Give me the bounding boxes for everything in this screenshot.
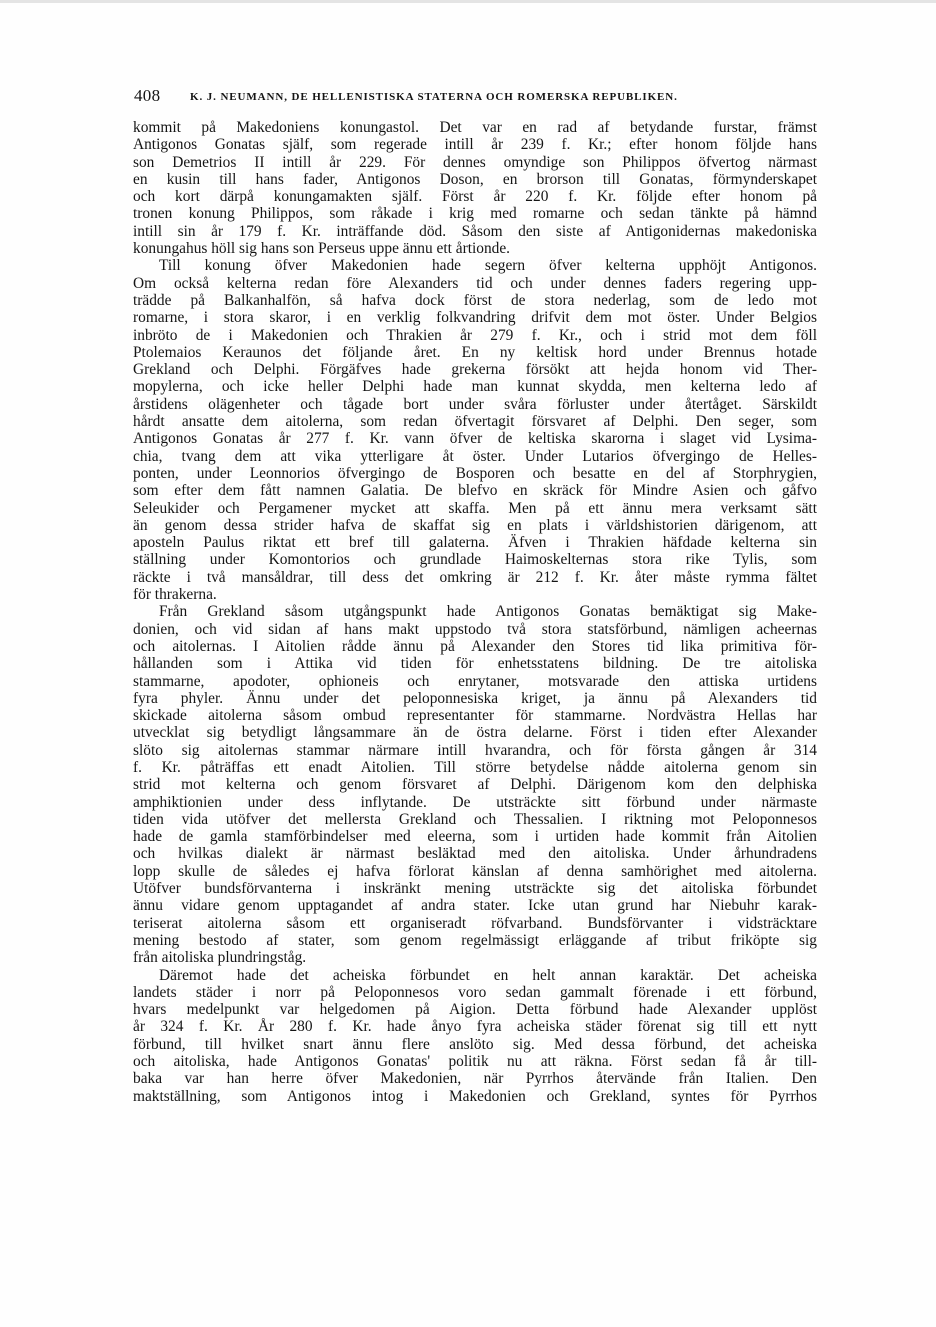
text-line: år 324 f. Kr. År 280 f. Kr. hade ånyo fyra acheiska städer förenat sig till ett nytt: [133, 1018, 817, 1036]
text-line: Till konung öfver Makedonien hade segern öfver kelterna upphöjt Antigonos.: [159, 257, 817, 275]
text-line: hållanden som i Attika vid tiden för enhetsstatens bildning. De tre aitoliska: [133, 655, 817, 673]
text-line: och hvilkas dialekt är närmast besläktad med den aitoliska. Under århundradens: [133, 845, 817, 863]
text-line: romarne, i stora skaror, i en verklig folkvandring drifvit dem mot öster. Under Belgios: [133, 309, 817, 327]
text-line: stammarne, apodoter, ophioneis och enrytaner, motsvarade den attiska urtidens: [133, 672, 817, 690]
text-line: son Demetrios II intill år 229. För dennes omyndige son Philippos öfvertog närmast: [133, 153, 817, 171]
text-line: maktställning, som Antigonos intog i Makedonien och Grekland, syntes för Pyrrhos: [133, 1087, 817, 1105]
text-line: Om också kelterna redan före Alexanders tid och under dennes faders regering upp-: [133, 274, 817, 292]
text-line: än genom dessa strider hafva de skaffat sig en plats i världshistorien därigenom, att: [133, 516, 817, 534]
text-line: landets städer i norr på Peloponnesos voro sedan gammalt förenade i ett förbund,: [133, 983, 817, 1001]
text-line: hade de gamla stamförbindelser med eleerna, som i urtiden hade kommit från Aitolien: [133, 828, 817, 846]
text-line: f. Kr. påträffas ett enadt Aitolien. Till större betydelse nådde aitolerna genom sin: [133, 758, 817, 776]
text-line: slöto sig aitolernas stammar närmare intill hvarandra, och för första gången år 314: [133, 741, 817, 759]
text-line: och kort därpå konungamakten själf. Först år 220 f. Kr. följde efter honom på: [133, 188, 817, 206]
text-line: för thrakerna.: [133, 586, 217, 604]
body-text: [133, 119, 817, 1105]
text-line: utvecklat sig betydligt långsammare än de östra delarne. Först i tiden efter Alexander: [133, 724, 817, 742]
text-line: Däremot hade det acheiska förbundet en helt annan karaktär. Det acheiska: [159, 966, 817, 984]
text-line: Grekland och Delphi. Förgäfves hade grekerna försökt att hejda honom vid Ther-: [133, 361, 817, 379]
running-title: K. J. NEUMANN, DE HELLENISTISKA STATERNA OCH ROMERSKA REPUBLIKEN.: [190, 91, 678, 103]
scan-top-edge: [0, 0, 936, 3]
text-line: Från Grekland såsom utgångspunkt hade Antigonos Gonatas bemäktigat sig Make-: [159, 603, 817, 621]
text-line: aposteln Paulus riktat ett bref till galaterna. Äfven i Thrakien häfdade kelterna sin: [133, 534, 817, 552]
text-line: från aitoliska plundringståg.: [133, 949, 307, 967]
text-line: räckte i två mansåldrar, till dess det omkring är 212 f. Kr. åter måste rymma fältet: [133, 568, 817, 586]
text-line: ponten, under Leonnorios öfvergingo de Bosporen och besatte en del af Storphrygien,: [133, 464, 817, 482]
text-line: ännu vidare genom upptagandet af andra stater. Icke utan grund har Niebuhr karak-: [133, 897, 817, 915]
text-line: intill sin år 179 f. Kr. inträffande död. Såsom den siste af Antigonidernas makedoniska: [133, 222, 817, 240]
text-line: ställning under Komontorios och grundlade Haimoskelternas stora rike Tylis, som: [133, 551, 817, 569]
text-line: förbund, till hvilket snart ännu flere anslöto sig. Med dessa förbund, det acheiska: [133, 1035, 817, 1053]
text-line: Ptolemaios Keraunos det följande året. En ny keltisk hord under Brennus hotade: [133, 343, 817, 361]
text-line: chia, tvang dem att vika ytterligare åt öster. Under Lutarios öfvergingo de Helles-: [133, 447, 817, 465]
text-line: som efter dem fått namnen Galatia. De blefvo en skräck för Mindre Asien och gåfvo: [133, 482, 817, 500]
text-line: konungahus höll sig hans son Perseus uppe ännu ett årtionde.: [133, 240, 511, 258]
text-line: och aitoliska, hade Antigonos Gonatas' politik nu att räkna. Först sedan få år till-: [133, 1053, 817, 1071]
text-line: teriserat aitolerna såsom ett organiseradt röfvarband. Bundsförvanter i vidsträcktare: [133, 914, 817, 932]
text-line: baka var han herre öfver Makedonien, när Pyrrhos återvände från Italien. Den: [133, 1070, 817, 1088]
text-line: tiden vida utöfver det mellersta Grekland och Thessalien. I riktning mot Peloponnesos: [133, 810, 817, 828]
text-line: hvars medelpunkt var helgedomen på Aigion. Detta förbund hade Alexander upplöst: [133, 1001, 817, 1019]
text-line: amphiktionien under dess inflytande. De utsträckte sitt förbund under närmaste: [133, 793, 817, 811]
text-line: Utöfver bundsförvanterna i inskränkt mening utsträckte sig det aitoliska förbundet: [133, 880, 817, 898]
text-line: mening bestodo af stater, som genom regelmässigt erläggande af tribut friköpte sig: [133, 931, 817, 949]
text-line: tronen konung Philippos, som råkade i krig med romarne och sedan tänkte på hämnd: [133, 205, 817, 223]
text-line: mopylerna, och icke heller Delphi hade man kunnat skydda, men kelterna ledo af: [133, 378, 817, 396]
text-line: trädde på Balkanhalfön, så hafva dock först de stora nederlag, som de ledo mot: [133, 291, 817, 309]
page-number: 408: [134, 86, 161, 105]
text-line: årstidens olägenheter och tågade bort under svåra förluster under återtåget. Särskildt: [133, 395, 817, 413]
text-line: strid mot kelterna och genom försvaret af Delphi. Därigenom kom den delphiska: [133, 776, 817, 794]
text-line: hårdt ansatte dem aitolerna, som redan öfvertagit försvaret af Delphi. Den seger, som: [133, 413, 817, 431]
text-line: lopp skulle de således ej hafva förlorat känslan af denna samhörighet med aitolerna.: [133, 862, 817, 880]
text-line: skickade aitolerna såsom ombud representanter för stammarne. Nordvästra Hellas har: [133, 707, 817, 725]
text-line: en kusin till hans fader, Antigonos Doson, en brorson till Gonatas, förmynderskapet: [133, 170, 817, 188]
text-line: kommit på Makedoniens konungastol. Det var en rad af betydande furstar, främst: [133, 119, 817, 136]
text-line: fyra phyler. Ännu under det peloponnesiska kriget, ja ännu på Alexanders tid: [133, 689, 817, 707]
text-line: Seleukider och Pergamener mycket att skaffa. Men på ett ännu mera verksamt sätt: [133, 499, 817, 517]
text-line: och aitolernas. I Aitolien rådde ännu på Alexander den Stores tid lika primitiva för-: [133, 637, 817, 655]
text-line: donien, och vid sidan af hans makt uppstodo två stora statsförbund, nämligen acheernas: [133, 620, 817, 638]
text-line: inbröto de i Makedonien och Thrakien år 279 f. Kr., och i strid mot dem föll: [133, 326, 817, 344]
text-line: Antigonos Gonatas själf, som regerade intill år 239 f. Kr.; efter honom följde hans: [133, 136, 817, 154]
text-line: Antigonos Gonatas år 277 f. Kr. vann öfver de keltiska skarorna i slaget vid Lysima-: [133, 430, 817, 448]
page-header: [134, 86, 824, 108]
